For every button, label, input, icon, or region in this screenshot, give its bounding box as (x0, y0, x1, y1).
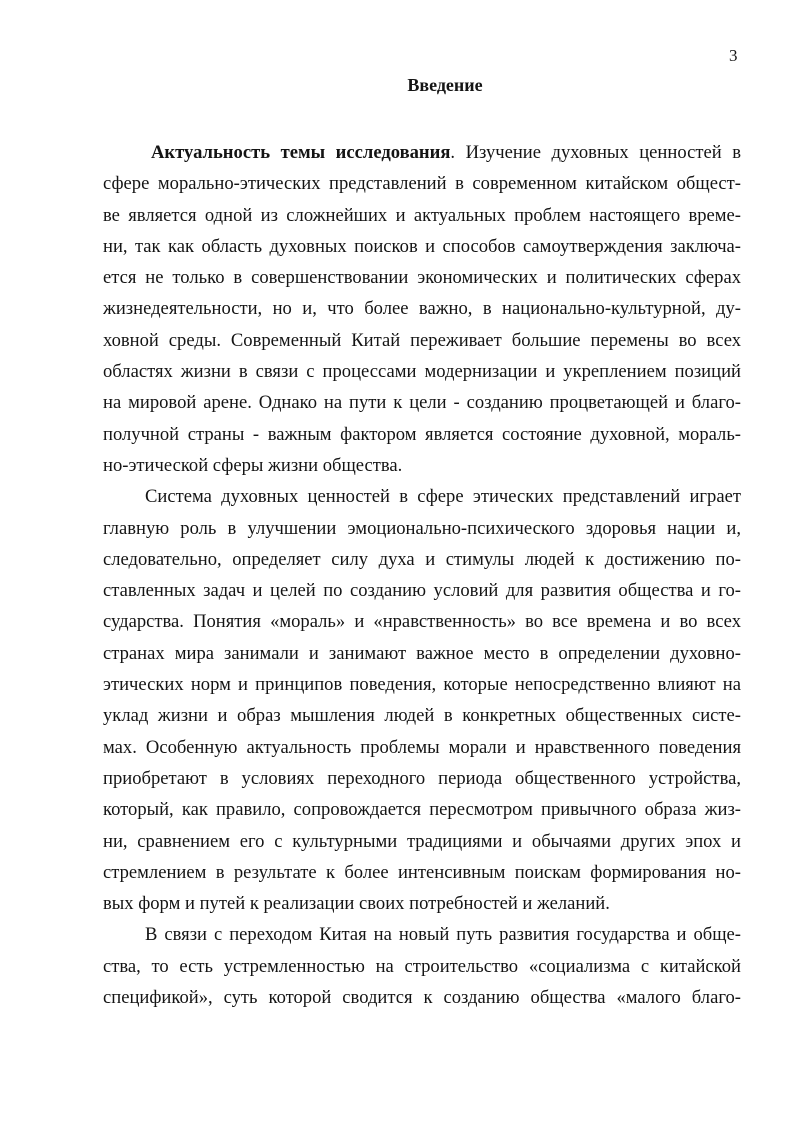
text-line: на мировой арене. Однако на пути к цели - созданию процветающей и благо- (103, 392, 741, 414)
text-line: сфере морально-этических представлений в современном китайском общест- (103, 173, 741, 195)
text-line: сударства. Понятия «мораль» и «нравственность» во все времена и во всех (103, 611, 741, 633)
text-line (103, 137, 741, 168)
text-line: ставленных задач и целей по созданию условий для развития общества и го- (103, 580, 741, 602)
text-line: следовательно, определяет силу духа и стимулы людей к достижению по- (103, 548, 741, 570)
document-body (103, 137, 741, 1013)
text-line: жизнедеятельности, но и, что более важно, в национально-культурной, ду- (103, 298, 741, 320)
text-line: ства, то есть устремленностью на строительство «социализма с китайской (103, 955, 741, 977)
text-line: вых форм и путей к реализации своих потребностей и желаний. (103, 893, 610, 915)
text-line: ховной среды. Современный Китай переживает большие перемены во всех (103, 329, 741, 351)
text-line: ни, так как область духовных поисков и способов самоутверждения заключа- (103, 235, 741, 257)
text-line: В связи с переходом Китая на новый путь развития государства и обще- (145, 924, 741, 946)
paragraph-1 (103, 137, 741, 168)
text-line: областях жизни в связи с процессами модернизации и укреплением позиций (103, 361, 741, 383)
text-line: мах. Особенную актуальность проблемы морали и нравственного поведения (103, 736, 741, 758)
paragraph-3 (103, 919, 741, 1013)
text-line: спецификой», суть которой сводится к созданию общества «малого благо- (103, 987, 741, 1009)
text-line: стремлением в результате к более интенсивным поискам формирования но- (103, 861, 741, 883)
text-line: ве является одной из сложнейших и актуальных проблем настоящего време- (103, 204, 741, 226)
text-line: этических норм и принципов поведения, которые непосредственно влияют на (103, 674, 741, 696)
text-line: но-этической сферы жизни общества. (103, 454, 403, 476)
text-line-content: . Изучение духовных ценностей в (450, 142, 741, 163)
text-line: ется не только в совершенствовании экономических и политических сферах (103, 267, 741, 289)
text-line: получной страны - важным фактором является состояние духовной, мораль- (103, 423, 741, 445)
text-line: странах мира занимали и занимают важное место в определении духовно- (103, 642, 741, 664)
page-title: Введение (407, 75, 483, 95)
text-line: уклад жизни и образ мышления людей в конкретных общественных систе- (103, 705, 741, 727)
text-line: главную роль в улучшении эмоционально-психического здоровья нации и, (103, 517, 741, 539)
text-line: Система духовных ценностей в сфере этических представлений играет (145, 486, 741, 508)
text-line: который, как правило, сопровождается пересмотром привычного образа жиз- (103, 799, 741, 821)
paragraph-2 (103, 481, 741, 919)
text-line: приобретают в условиях переходного периода общественного устройства, (103, 767, 741, 789)
page-number: 3 (729, 46, 738, 65)
text-line: ни, сравнением его с культурными традициями и обычаями других эпох и (103, 830, 741, 852)
paragraph-1-lines (103, 168, 741, 481)
paragraph-lead: Актуальность темы исследования (151, 142, 451, 163)
